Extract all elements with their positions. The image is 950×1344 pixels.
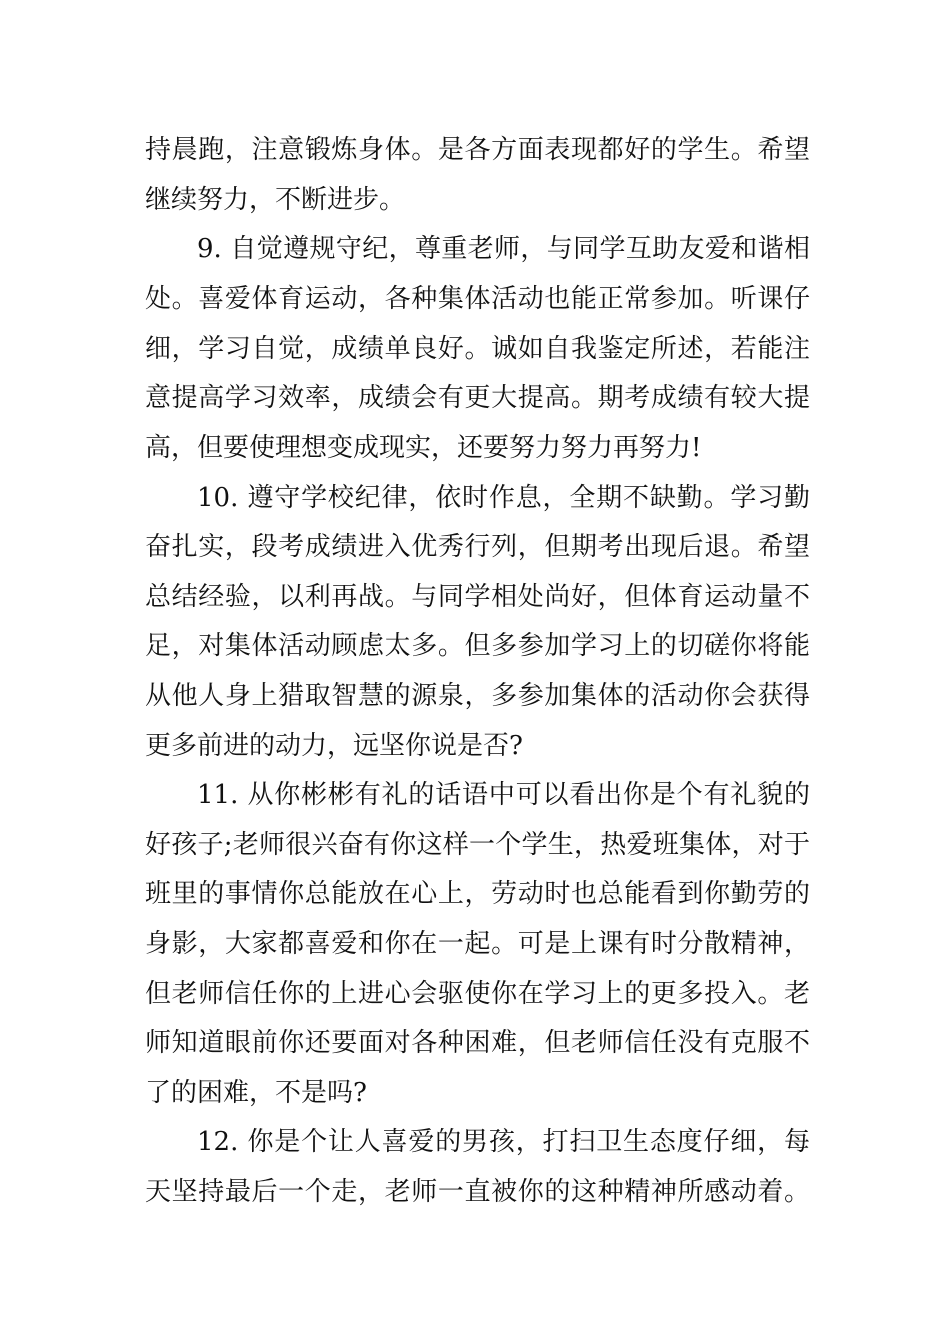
paragraph-12-first-line: 12. 你是个让人喜爱的男孩，打扫卫生态度仔细，每 [197, 1127, 810, 1157]
text-line: 天坚持最后一个走，老师一直被你的这种精神所感动着。 [145, 1177, 810, 1207]
text-line: 师知道眼前你还要面对各种困难，但老师信任没有克服不 [145, 1028, 810, 1058]
text-line: 持晨跑，注意锻炼身体。是各方面表现都好的学生。希望 [145, 135, 810, 165]
text-line: 奋扎实，段考成绩进入优秀行列，但期考出现后退。希望 [145, 532, 810, 562]
text-line: 继续努力，不断进步。 [145, 185, 406, 215]
paragraph-9-first-line: 9. 自觉遵规守纪，尊重老师，与同学互助友爱和谐相 [197, 234, 810, 264]
text-line: 但老师信任你的上进心会驱使你在学习上的更多投入。老 [145, 979, 810, 1009]
text-line: 了的困难，不是吗? [145, 1078, 367, 1108]
paragraph-11-first-line: 11. 从你彬彬有礼的话语中可以看出你是个有礼貌的 [197, 780, 810, 810]
text-line: 高，但要使理想变成现实，还要努力努力再努力! [145, 433, 702, 463]
text-line: 班里的事情你总能放在心上，劳动时也总能看到你勤劳的 [145, 879, 810, 909]
text-line: 处。喜爱体育运动，各种集体活动也能正常参加。听课仔 [145, 284, 810, 314]
text-line: 更多前进的动力，远坚你说是否? [145, 731, 523, 761]
text-line: 身影，大家都喜爱和你在一起。可是上课有时分散精神， [145, 929, 810, 959]
text-line: 足，对集体活动顾虑太多。但多参加学习上的切磋你将能 [145, 631, 810, 661]
text-line: 好孩子;老师很兴奋有你这样一个学生，热爱班集体，对于 [145, 830, 810, 860]
paragraph-10-first-line: 10. 遵守学校纪律，依时作息，全期不缺勤。学习勤 [197, 483, 810, 513]
text-line: 意提高学习效率，成绩会有更大提高。期考成绩有较大提 [145, 383, 810, 413]
text-line: 总结经验，以利再战。与同学相处尚好，但体育运动量不 [145, 582, 810, 612]
text-line: 从他人身上猎取智慧的源泉，多参加集体的活动你会获得 [145, 681, 810, 711]
text-line: 细，学习自觉，成绩单良好。诚如自我鉴定所述，若能注 [145, 334, 810, 364]
